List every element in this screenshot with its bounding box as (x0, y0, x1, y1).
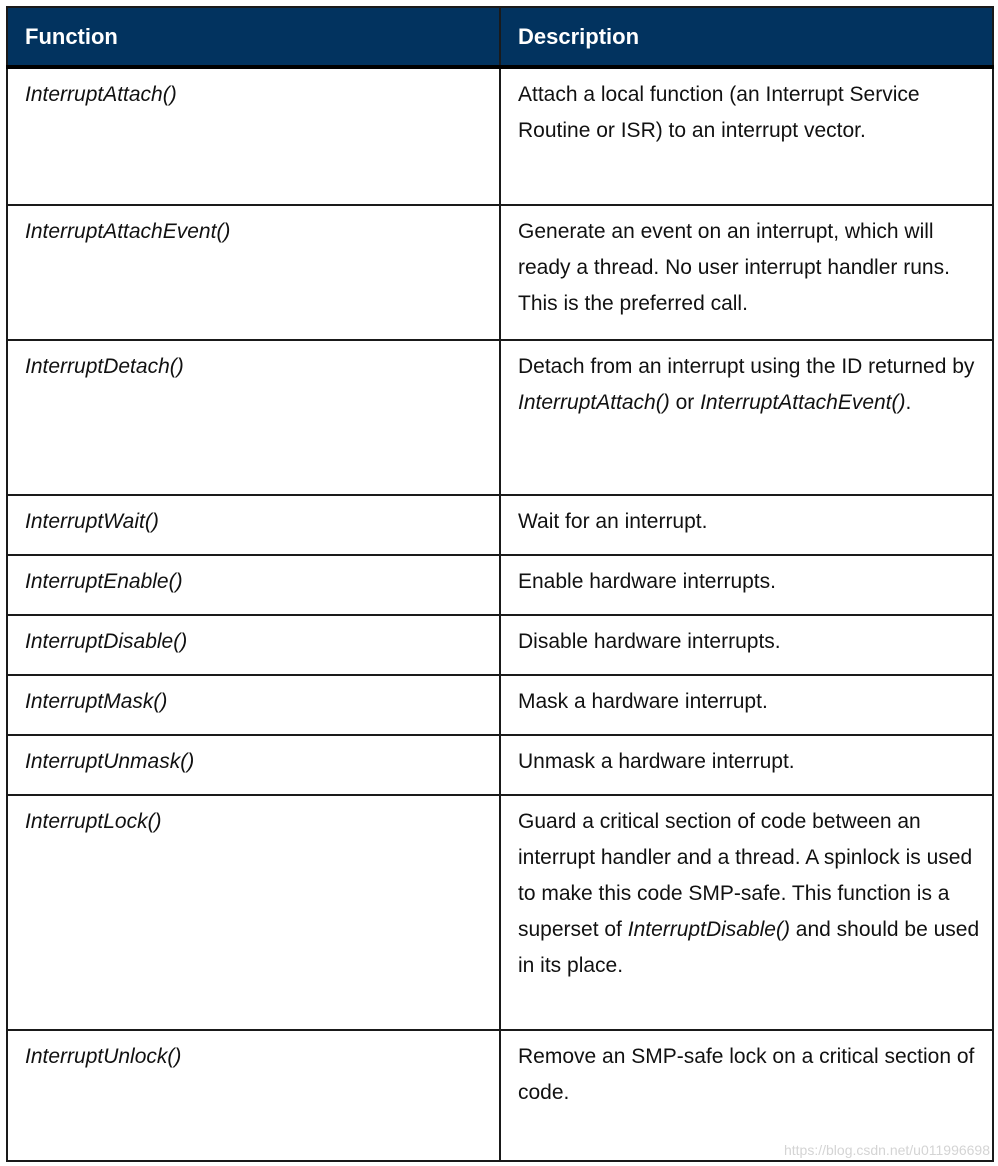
description-cell (500, 735, 993, 795)
description-cell (500, 205, 993, 340)
function-reference: InterruptAttach() (518, 391, 670, 414)
description-text: and should be used in its place. (518, 918, 980, 977)
table-row (7, 67, 993, 205)
function-name-cell: InterruptUnlock() (7, 1030, 500, 1161)
table-row (7, 555, 993, 615)
function-name-cell: InterruptEnable() (7, 555, 500, 615)
description-cell (500, 675, 993, 735)
description-cell (500, 615, 993, 675)
table-row (7, 205, 993, 340)
description-cell (500, 67, 993, 205)
table-row (7, 675, 993, 735)
table-row (7, 735, 993, 795)
function-name-cell: InterruptDetach() (7, 340, 500, 495)
function-reference: InterruptAttachEvent() (700, 391, 906, 414)
function-name-cell: InterruptUnmask() (7, 735, 500, 795)
table-row (7, 795, 993, 1030)
description-text: Enable hardware interrupts. (518, 570, 776, 593)
description-cell (500, 555, 993, 615)
function-name-cell: InterruptMask() (7, 675, 500, 735)
description-text: or (669, 391, 701, 414)
functions-table (6, 6, 994, 1162)
function-name-cell: InterruptAttach() (7, 67, 500, 205)
column-header-function: Function (7, 7, 500, 67)
description-text: Remove an SMP-safe lock on a critical section of code. (518, 1045, 975, 1104)
description-text: Generate an event on an interrupt, which will ready a thread. No user interrupt handler runs. This is the preferred call. (518, 220, 950, 315)
description-text: Unmask a hardware interrupt. (518, 750, 795, 773)
function-name-cell: InterruptLock() (7, 795, 500, 1030)
table-row (7, 495, 993, 555)
table-row (7, 615, 993, 675)
column-header-description: Description (500, 7, 993, 67)
watermark: https://blog.csdn.net/u011996698 (783, 1142, 990, 1158)
function-name-cell: InterruptWait() (7, 495, 500, 555)
description-text: Guard a critical section of code between an interrupt handler and a thread. A spinlock is used to make this code SMP-safe. This function is a superset of (518, 810, 973, 941)
description-text: Attach a local function (an Interrupt Service Routine or ISR) to an interrupt vector. (518, 83, 920, 142)
function-name-cell: InterruptAttachEvent() (7, 205, 500, 340)
description-cell (500, 340, 993, 495)
description-cell (500, 495, 993, 555)
description-text: Mask a hardware interrupt. (518, 690, 768, 713)
description-text: Detach from an interrupt using the ID returned by (518, 355, 975, 378)
function-reference: InterruptDisable() (627, 918, 790, 941)
description-text: Disable hardware interrupts. (518, 630, 781, 653)
table-row (7, 340, 993, 495)
description-text: Wait for an interrupt. (518, 510, 708, 533)
header-row (7, 7, 993, 67)
description-text: . (905, 391, 912, 414)
function-name-cell: InterruptDisable() (7, 615, 500, 675)
description-cell (500, 795, 993, 1030)
